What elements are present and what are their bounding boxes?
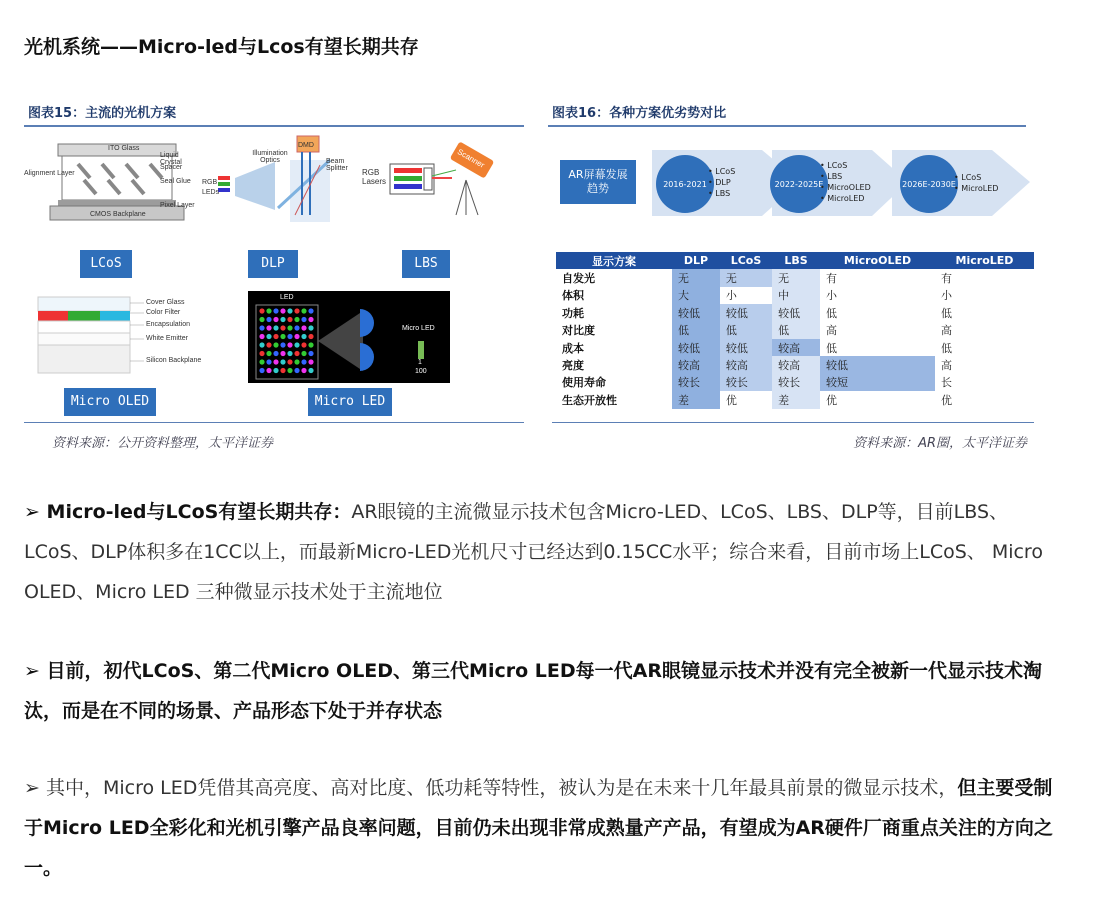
led-side-label: Micro LED <box>402 325 435 332</box>
table-cell: 大 <box>672 287 720 304</box>
paragraph-1 <box>24 492 1054 612</box>
table-header: MicroOLED <box>820 252 935 269</box>
table-header-row <box>556 252 1034 269</box>
table-cell: 较高 <box>720 356 772 373</box>
table-cell: 差 <box>772 391 820 408</box>
table-row <box>556 287 1034 304</box>
table-row-header: 生态开放性 <box>562 393 617 407</box>
oled-silicon-label: Silicon Backplane <box>146 357 202 364</box>
paragraph-2 <box>24 651 1054 731</box>
table-row-header: 自发光 <box>562 272 595 286</box>
figure-15-source: 资料来源：公开资料整理，太平洋证券 <box>52 436 274 451</box>
led-dot <box>259 368 264 373</box>
oled-cover-label: Cover Glass <box>146 299 185 306</box>
table-header: MicroLED <box>935 252 1034 269</box>
table-row <box>556 269 1034 286</box>
table-cell: 较低 <box>672 304 720 321</box>
led-dot <box>266 334 271 339</box>
led-dot <box>287 325 292 330</box>
table-cell: 较低 <box>720 304 772 321</box>
led-dot <box>259 359 264 364</box>
table-cell: 有 <box>935 269 1034 286</box>
stage-2-circle: 2022-2025E <box>770 155 828 213</box>
table-cell: 优 <box>820 391 935 408</box>
paragraph-3-text: ➢ 其中，Micro LED凭借其高亮度、高对比度、低功耗等特性，被认为是在未来十几年最具前景的微显示技术， <box>24 777 958 799</box>
led-dot <box>280 334 285 339</box>
table-cell: 无 <box>772 269 820 286</box>
led-dot <box>294 325 299 330</box>
lcos-cmos-label: CMOS Backplane <box>90 211 146 218</box>
table-cell: 小 <box>720 287 772 304</box>
micro-led-tag: Micro LED <box>308 388 392 416</box>
lcos-tag: LCoS <box>80 250 132 278</box>
led-dot <box>280 325 285 330</box>
figure-16-rule <box>548 125 1026 127</box>
led-dot <box>308 342 313 347</box>
table-row <box>556 391 1034 408</box>
dlp-optics-illustration <box>200 130 350 225</box>
dlp-leds-label: LEDs <box>202 189 220 196</box>
table-cell: 较低 <box>720 339 772 356</box>
table-cell: 优 <box>935 391 1034 408</box>
led-dot <box>294 351 299 356</box>
stage-1-item: • DLP <box>708 178 731 187</box>
stage-1-items <box>708 166 735 199</box>
table-header: LCoS <box>720 252 772 269</box>
led-dot <box>273 368 278 373</box>
micro-oled-diagram <box>36 295 236 375</box>
table-cell: 低 <box>820 339 935 356</box>
stage-3-circle: 2026E-2030E <box>900 155 958 213</box>
table-cell: 无 <box>672 269 720 286</box>
stage-1-circle: 2016-2021 <box>656 155 714 213</box>
led-dot <box>280 359 285 364</box>
led-dot <box>301 334 306 339</box>
figure-16-title: 图表16：各种方案优劣势对比 <box>552 106 727 121</box>
led-dot <box>280 308 285 313</box>
led-dot <box>308 351 313 356</box>
table-row <box>556 374 1034 391</box>
led-dot <box>301 368 306 373</box>
led-dot <box>266 308 271 313</box>
lcos-seal-label: Seal Glue <box>160 178 191 185</box>
led-dot <box>259 334 264 339</box>
table-cell: 有 <box>820 269 935 286</box>
stage-3-item: • MicroLED <box>954 184 999 193</box>
table-cell: 差 <box>672 391 720 408</box>
led-dot <box>287 359 292 364</box>
table-cell: 高 <box>820 322 935 339</box>
paragraph-1-lead: ➢ Micro-led与LCoS有望长期共存： <box>24 501 352 523</box>
led-dot <box>287 334 292 339</box>
dlp-tag: DLP <box>248 250 298 278</box>
table-cell: 低 <box>772 322 820 339</box>
led-dot <box>266 342 271 347</box>
led-dot <box>301 308 306 313</box>
table-cell: 较高 <box>772 339 820 356</box>
dlp-beam-label: Beam Splitter <box>326 158 348 172</box>
led-dot <box>266 359 271 364</box>
lcos-pixel-label: Pixel Layer <box>160 202 195 209</box>
led-dot <box>294 308 299 313</box>
table-cell: 中 <box>772 287 820 304</box>
table-cell: 低 <box>935 304 1034 321</box>
table-cell: 优 <box>720 391 772 408</box>
table-cell: 无 <box>720 269 772 286</box>
led-dot <box>259 325 264 330</box>
led-dot <box>273 351 278 356</box>
table-cell: 小 <box>935 287 1034 304</box>
table-cell: 较长 <box>672 374 720 391</box>
table-cell: 长 <box>935 374 1034 391</box>
led-dot <box>273 342 278 347</box>
led-dot <box>287 342 292 347</box>
lcos-spacer-label: Spacer <box>160 164 183 171</box>
stage-1-item: • LCoS <box>708 167 736 176</box>
figure-15-rule <box>24 125 524 127</box>
table-cell: 高 <box>935 322 1034 339</box>
led-dot <box>287 351 292 356</box>
oled-white-label: White Emitter <box>146 335 189 342</box>
led-dot <box>308 317 313 322</box>
led-dot <box>294 317 299 322</box>
led-dot <box>287 368 292 373</box>
led-dot <box>287 308 292 313</box>
table-row-header: 功耗 <box>562 306 584 320</box>
led-dot <box>273 308 278 313</box>
figure-16-bottom-rule <box>552 422 1034 423</box>
led-dot <box>308 368 313 373</box>
micro-oled-tag: Micro OLED <box>64 388 156 416</box>
led-dot <box>301 359 306 364</box>
figure-16-source: 资料来源：AR圈，太平洋证券 <box>853 436 1027 451</box>
led-dot <box>259 308 264 313</box>
page-title: 光机系统——Micro-led与Lcos有望长期共存 <box>24 36 419 58</box>
table-row-header: 体积 <box>562 289 584 303</box>
led-dot <box>259 342 264 347</box>
stage-2-item: • LCoS <box>820 161 848 170</box>
led-dot <box>273 325 278 330</box>
figure-15-title: 图表15：主流的光机方案 <box>28 106 177 121</box>
table-header: LBS <box>772 252 820 269</box>
table-cell: 较长 <box>720 374 772 391</box>
table-row-header: 亮度 <box>562 359 584 373</box>
paragraph-3-bold: 但主要受制于Micro LED全彩化和光机引擎产品良率问题，目前仍未出现非常成熟量产产品，有望成为AR硬件厂商重点关注的方向之一。 <box>24 777 1053 879</box>
led-dot <box>308 334 313 339</box>
led-dot <box>301 342 306 347</box>
stage-3-item: • LCoS <box>954 173 982 182</box>
paragraph-2-text: ➢ 目前，初代LCoS、第二代Micro OLED、第三代Micro LED每一代AR眼镜显示技术并没有完全被新一代显示技术淘汰，而是在不同的场景、产品形态下处于并存状态 <box>24 660 1042 722</box>
trend-label-box: AR屏幕发展趋势 <box>560 160 636 204</box>
figure-15-bottom-rule <box>24 422 524 423</box>
led-dot <box>273 334 278 339</box>
dlp-diagram <box>200 130 350 225</box>
oled-filter-label: Color Filter <box>146 309 181 316</box>
lcos-ito-label: ITO Glass <box>108 145 140 152</box>
table-cell: 较长 <box>772 374 820 391</box>
led-dot <box>294 334 299 339</box>
lcos-liquid-label: Liquid Crystal <box>160 152 182 166</box>
table-row-header: 对比度 <box>562 324 595 338</box>
micro-oled-stack-illustration <box>36 295 236 375</box>
led-dot <box>280 368 285 373</box>
led-dot <box>308 325 313 330</box>
table-header: DLP <box>672 252 720 269</box>
led-dot <box>266 317 271 322</box>
table-cell: 较低 <box>672 339 720 356</box>
paragraph-3 <box>24 768 1054 888</box>
led-top-label: LED <box>280 294 294 301</box>
table-row <box>556 339 1034 356</box>
led-dot <box>266 325 271 330</box>
led-dot <box>259 317 264 322</box>
paragraph-1-text: AR眼镜的主流微显示技术包含Micro-LED、LCoS、LBS、DLP等，目前LBS、LCoS、DLP体积多在1CC以上，而最新Micro-LED光机尺寸已经达到0.15CC水平；综合来看，目前市场上LCoS、 Micro OLED、Micro LED 三种微显示技术处于主流地位 <box>24 501 1043 603</box>
table-cell: 较低 <box>772 304 820 321</box>
stage-1-item: • LBS <box>708 189 731 198</box>
lbs-scanner-label: Scanner <box>455 147 487 170</box>
led-dot <box>273 359 278 364</box>
table-cell: 较高 <box>772 356 820 373</box>
micro-led-diagram <box>248 291 450 383</box>
lcos-alignment-label: Alignment Layer <box>24 170 75 177</box>
stage-2-item: • MicroLED <box>820 194 865 203</box>
led-dot <box>294 359 299 364</box>
led-dot <box>294 342 299 347</box>
table-cell: 低 <box>820 304 935 321</box>
table-row-header: 成本 <box>562 341 584 355</box>
table-row-header: 使用寿命 <box>562 376 606 390</box>
table-cell: 低 <box>672 322 720 339</box>
led-dot <box>280 317 285 322</box>
table-cell: 低 <box>935 339 1034 356</box>
led-dot <box>273 317 278 322</box>
table-cell: 低 <box>720 322 772 339</box>
lbs-rgb-label: RGB Lasers <box>362 168 387 186</box>
led-dot <box>287 317 292 322</box>
led-dot <box>266 368 271 373</box>
led-dot <box>308 359 313 364</box>
lbs-diagram <box>358 140 508 220</box>
led-dot <box>280 342 285 347</box>
table-cell: 较低 <box>820 356 935 373</box>
table-cell: 小 <box>820 287 935 304</box>
dlp-dmd-label: DMD <box>298 142 314 149</box>
table-row <box>556 356 1034 373</box>
stage-2-item: • MicroOLED <box>820 183 871 192</box>
table-cell: 高 <box>935 356 1034 373</box>
led-dot <box>294 368 299 373</box>
led-ratio-top: 1 <box>418 359 422 366</box>
led-dot <box>301 325 306 330</box>
dlp-illum-label: Illumination Optics <box>252 150 288 164</box>
table-row <box>556 304 1034 321</box>
led-dot <box>301 351 306 356</box>
table-cell: 较高 <box>672 356 720 373</box>
lbs-tag: LBS <box>402 250 450 278</box>
dlp-rgb-label: RGB <box>202 179 218 186</box>
stage-2-items <box>820 160 871 204</box>
stage-3-items <box>954 172 998 194</box>
led-dot <box>266 351 271 356</box>
led-ratio-bottom: 100 <box>415 368 427 375</box>
led-dot <box>259 351 264 356</box>
table-header: 显示方案 <box>556 252 672 269</box>
led-dot <box>301 317 306 322</box>
table-row <box>556 322 1034 339</box>
led-dot <box>308 308 313 313</box>
table-cell: 较短 <box>820 374 935 391</box>
stage-2-item: • LBS <box>820 172 843 181</box>
lcos-diagram <box>24 140 198 225</box>
oled-encap-label: Encapsulation <box>146 321 190 328</box>
led-dot <box>280 351 285 356</box>
comparison-table <box>556 252 1034 409</box>
